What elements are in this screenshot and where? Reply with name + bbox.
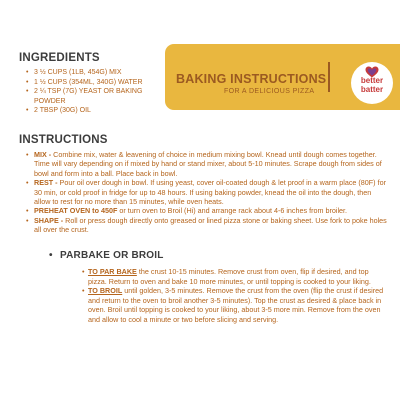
step-lead: REST - [34,178,58,188]
step-text: until golden, 3-5 minutes. Remove the crust from the oven (flip the crust if desired and return to the oven to broil another 3-5 minutes). Top the crust as desired & place back in oven. Broil until topping is cooked to your liking, about 3-5 more min. Remove from the oven and allow to cool a minute or two before slicing and serving. [88,286,384,324]
instruction-step [26,178,388,206]
step-text: Pour oil over dough in bowl. If using yeast, cover oil-coated dough & let proof in a warm place (80F) for 30 min, or cold proof in fridge for up to 48 hours. If using baking powder, knead the oil into the dough, then allow to rest for no more than 15 minutes, while oven heats. [34,178,386,207]
ingredient-item: • 2 TBSP (30G) OIL [26,106,166,116]
step-text: Roll or press dough directly onto greased or lined pizza stone or baking sheet. Use fork to poke holes all over the crust. [34,215,387,235]
ingredients-title: INGREDIENTS [19,52,100,64]
ingredient-item: • 2 ¼ TSP (7G) YEAST OR BAKING POWDER [26,87,166,106]
logo-text-batter: batter [360,85,384,94]
parbake-list [82,267,388,325]
banner-subtitle: FOR A DELICIOUS PIZZA [224,88,315,95]
step-text: the crust 10-15 minutes. Remove crust from oven, flip if desired, and top pizza. Return to oven and bake 10 more minutes, or until topping is cooked to your liking. [88,267,371,286]
instructions-list [26,150,388,235]
step-lead: TO BROIL [88,286,123,296]
instruction-step [26,206,388,215]
step-lead: PREHEAT OVEN to 450F [34,206,118,216]
step-lead: MIX - [34,150,52,159]
banner-title: BAKING INSTRUCTIONS [176,72,327,86]
ingredient-item: • 3 ½ CUPS (1LB, 454G) MIX [26,68,166,78]
parbake-step [82,267,388,286]
step-lead: SHAPE - [34,215,64,225]
brand-logo [351,62,393,104]
parbake-title: • PARBAKE OR BROIL [60,250,164,261]
step-text: or turn oven to Broil (Hi) and arrange rack about 4-6 inches from broiler. [117,206,348,216]
logo-text-better: better [360,76,384,85]
banner-divider [328,62,330,92]
step-text: Combine mix, water & leavening of choice in medium mixing bowl. Knead until dough comes together. Time will vary depending on if mixed by hand or stand mixer, about 5-10 minutes. Scrape dough from sides of bowl and form into a ball. Place back in bowl. [34,150,382,178]
instruction-step [26,150,388,178]
ingredients-list [26,68,166,116]
baking-banner [165,44,400,110]
step-lead: TO PAR BAKE [88,267,137,276]
instructions-title: INSTRUCTIONS [19,134,108,146]
parbake-step [82,286,388,324]
ingredient-item: • 1 ½ CUPS (354ML, 340G) WATER [26,78,166,88]
instruction-step [26,216,388,235]
